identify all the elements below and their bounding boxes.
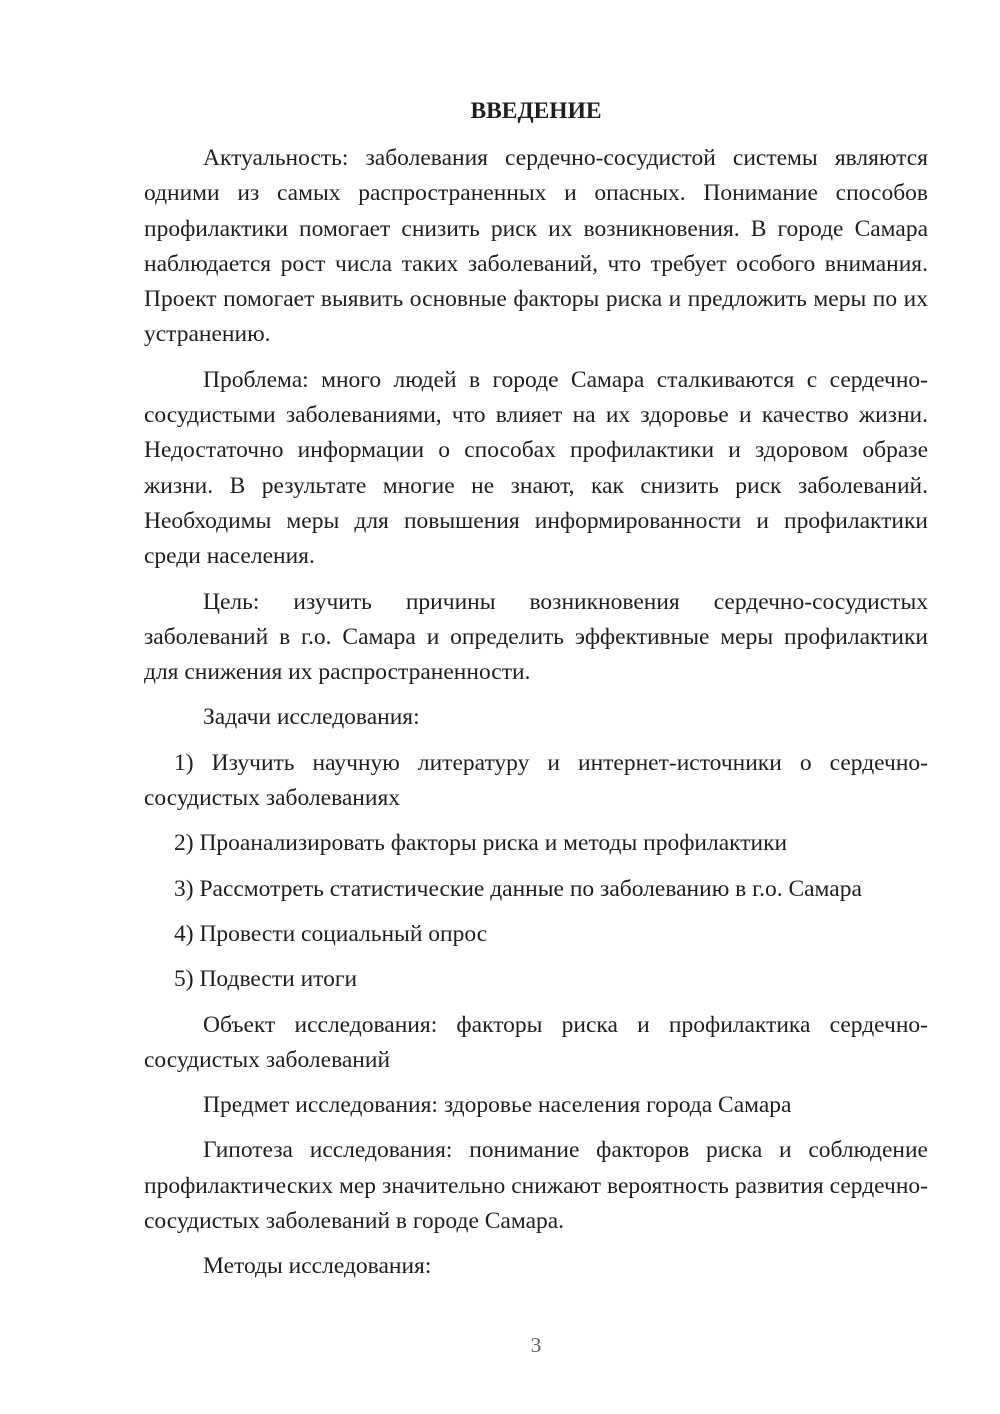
tasks-heading: Задачи исследования: bbox=[203, 704, 420, 731]
subject-paragraph: Предмет исследования: здоровье населения города Самара bbox=[203, 1092, 792, 1119]
section-title: ВВЕДЕНИЕ bbox=[470, 98, 602, 124]
hypothesis-paragraph: Гипотеза исследования: понимание факторов риска и соблюдение профилактических мер значительно снижают вероятность развития сердечно-сосудистых заболеваний в городе Самара. bbox=[144, 1137, 928, 1235]
relevance-paragraph: Актуальность: заболевания сердечно-сосудистой системы являются одними из самых распространенных и опасных. Понимание способов профилактики помогает снизить риск их возникновения. В городе Самара наблюдается рост числа таких заболеваний, что требует особого внимания. Проект помогает выявить основные факторы риска и предложить меры по их устранению. bbox=[144, 145, 928, 348]
task-item-3: 3) Рассмотреть статистические данные по заболеванию в г.о. Самара bbox=[174, 875, 862, 902]
task-item-5: 5) Подвести итоги bbox=[174, 966, 358, 993]
task-item-1: 1) Изучить научную литературу и интернет-источники о сердечно-сосудистых заболеваниях bbox=[144, 749, 928, 812]
page-number: 3 bbox=[530, 1333, 542, 1357]
document-page bbox=[144, 96, 928, 1295]
problem-paragraph: Проблема: много людей в городе Самара сталкиваются с сердечно-сосудистыми заболеваниями, что влияет на их здоровье и качество жизни. Недостаточно информации о способах профилактики и здоровом образе жизни. В результате многие не знают, как снизить риск заболеваний. Необходимы меры для повышения информированности и профилактики среди населения. bbox=[144, 366, 928, 570]
task-item-4: 4) Провести социальный опрос bbox=[174, 920, 488, 947]
goal-paragraph: Цель: изучить причины возникновения сердечно-сосудистых заболеваний в г.о. Самара и определить эффективные меры профилактики для снижения их распространенности. bbox=[144, 588, 928, 686]
object-paragraph: Объект исследования: факторы риска и профилактика сердечно-сосудистых заболеваний bbox=[144, 1011, 928, 1073]
methods-heading: Методы исследования: bbox=[203, 1253, 432, 1280]
task-item-2: 2) Проанализировать факторы риска и методы профилактики bbox=[174, 830, 788, 857]
